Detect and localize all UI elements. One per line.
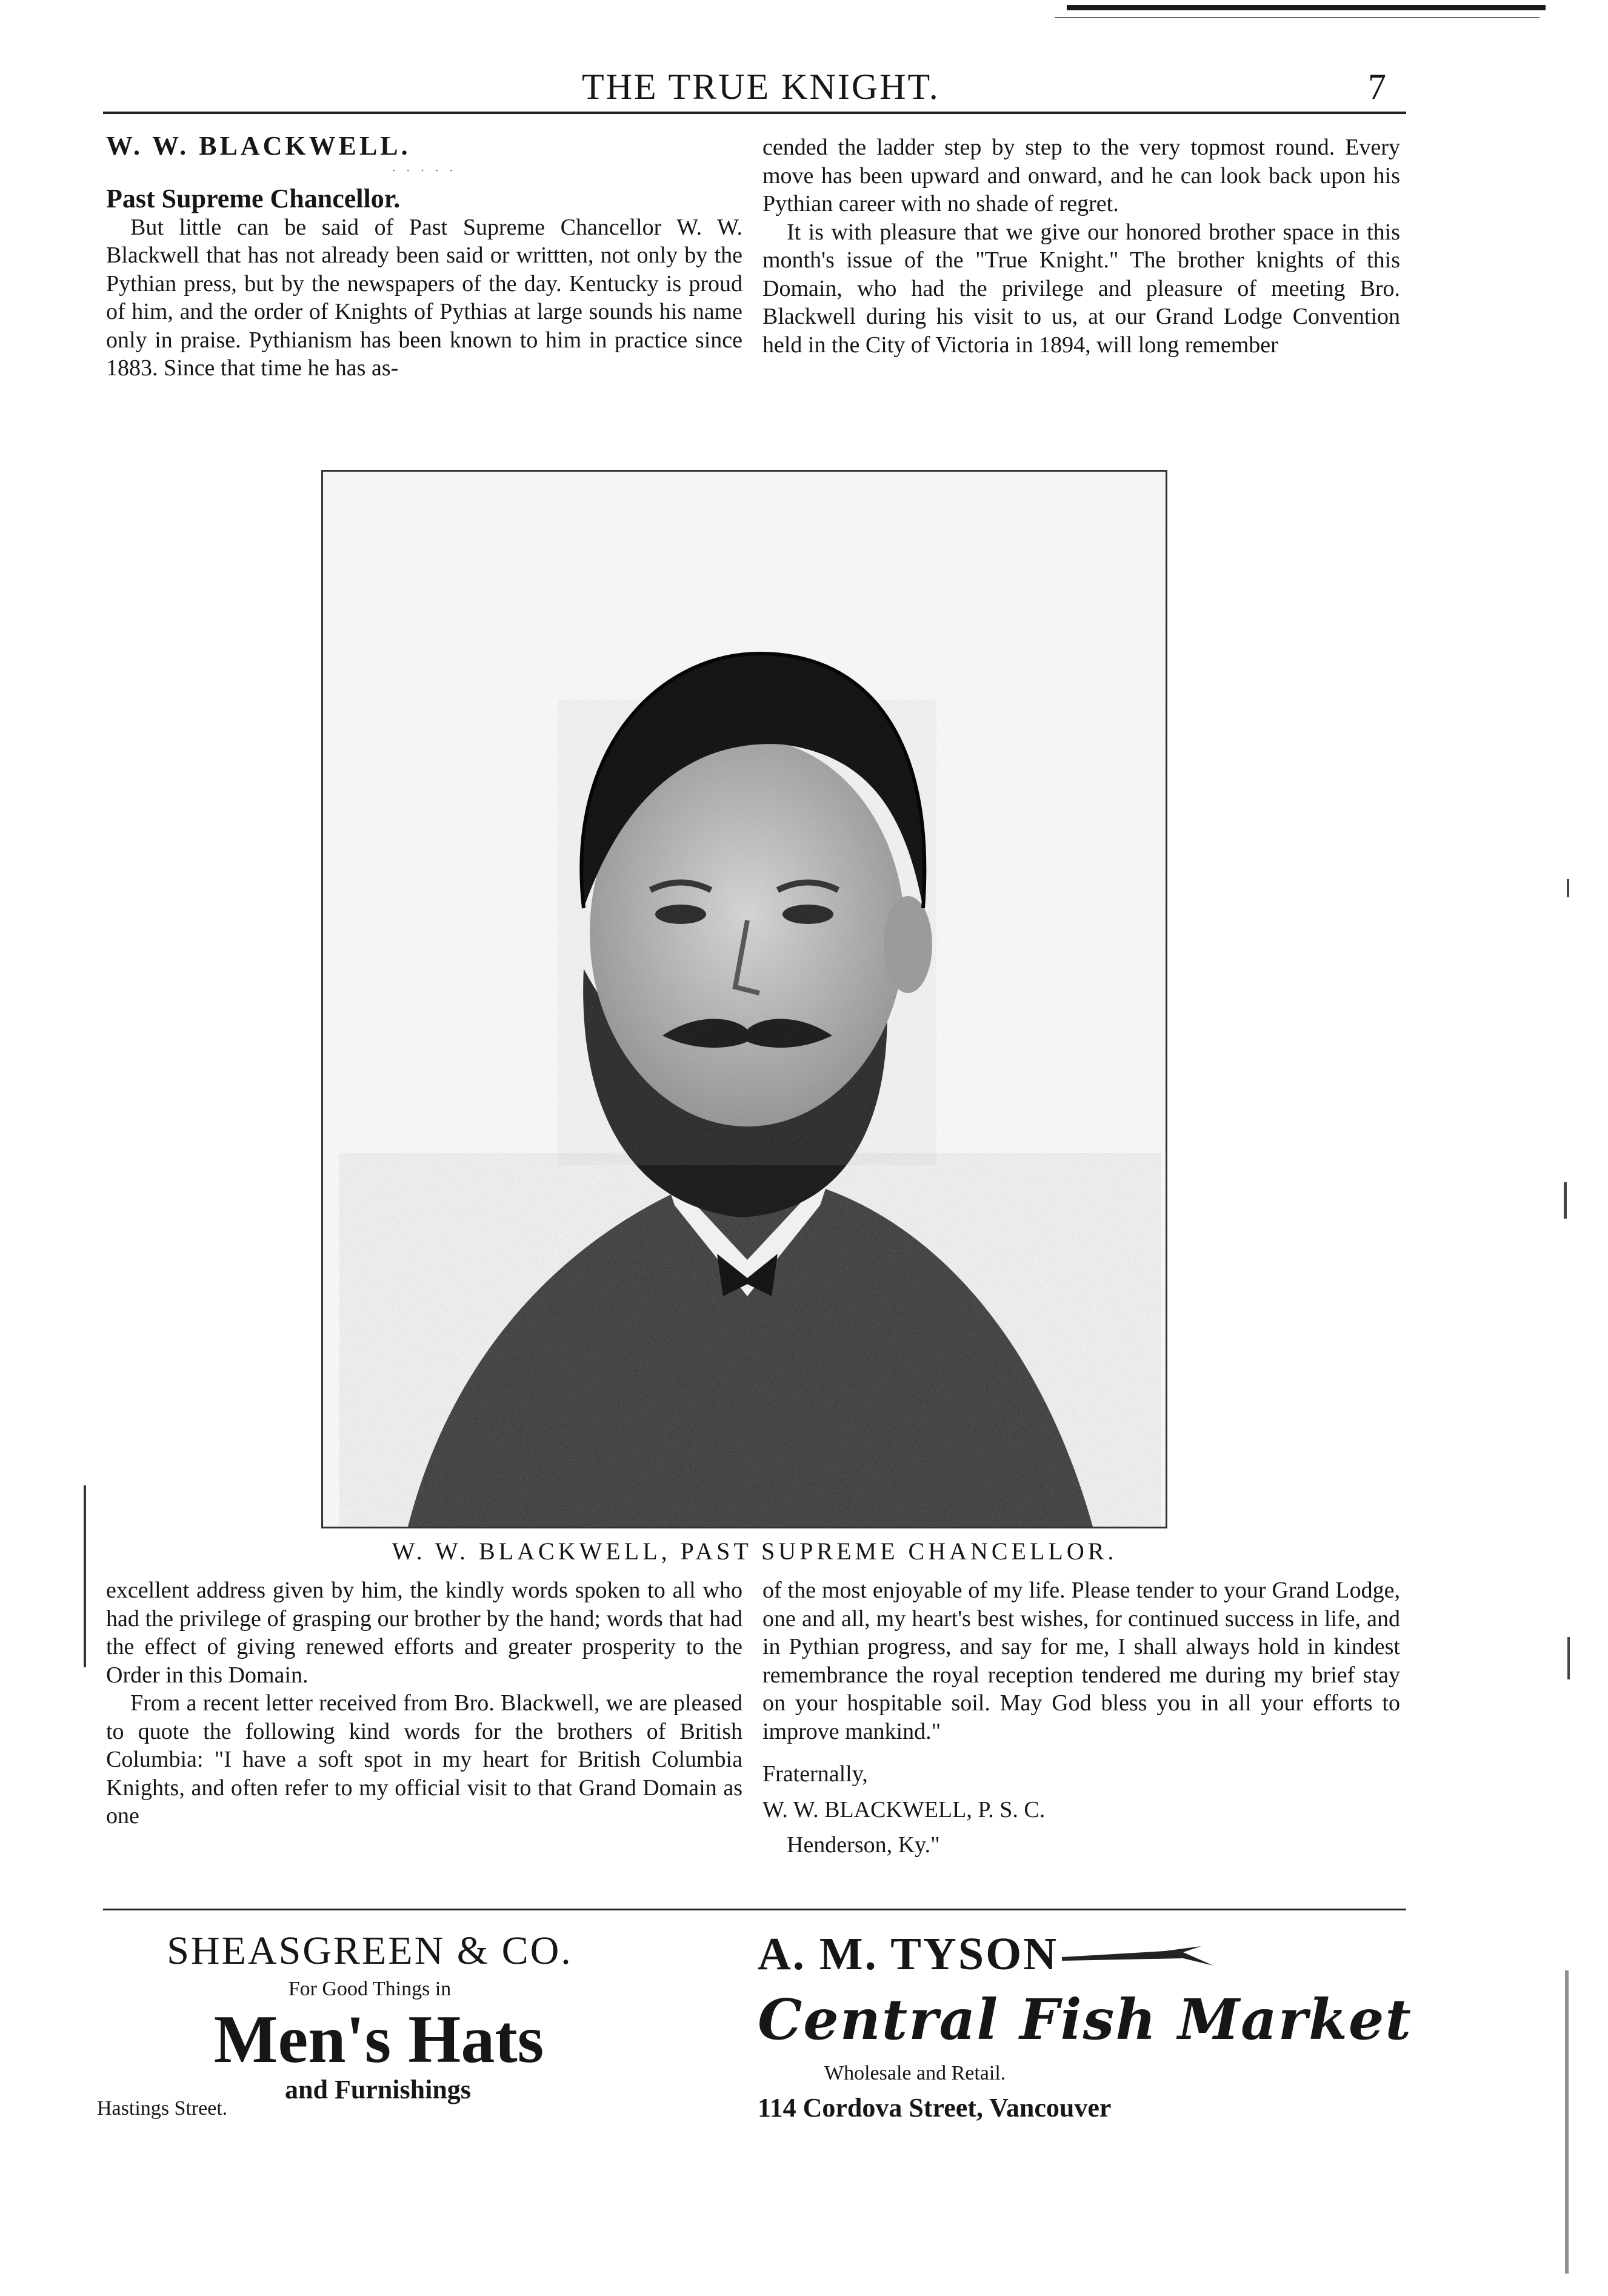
scan-speck: [1564, 1182, 1567, 1219]
margin-mark: [84, 1485, 86, 1667]
fish-knife-icon: [1062, 1943, 1219, 1967]
ad-headline: Central Fish Market: [758, 1987, 1412, 2052]
article-paragraph: cended the ladder step by step to the very topmost round. Every move has been upward and onward, and he can look back upon his Pythian career with no shade of regret.: [762, 135, 1400, 216]
scan-edge-line: [1055, 17, 1540, 18]
closing: Fraternally,: [762, 1761, 868, 1787]
article-col1-bottom: [106, 1576, 742, 1830]
portrait-photo-icon: [323, 472, 1166, 1527]
scan-speck: [1567, 879, 1569, 897]
article-headline: W. W. BLACKWELL.: [106, 131, 411, 161]
ads-rule: [103, 1909, 1406, 1910]
scan-edge-bar: [1067, 5, 1546, 10]
ad-name: SHEASGREEN & CO.: [167, 1929, 573, 1973]
article-col2-bottom: [762, 1576, 1400, 1859]
ad-tyson: [758, 1928, 1412, 2123]
photo-caption: W. W. BLACKWELL, PAST SUPREME CHANCELLOR.: [392, 1538, 1118, 1565]
ad-address: 114 Cordova Street, Vancouver: [758, 2093, 1112, 2123]
ad-sheasgreen: [97, 1928, 739, 2127]
ad-tagline: For Good Things in: [288, 1978, 452, 2000]
scan-edge-noise: [1565, 1970, 1569, 2274]
signature: W. W. BLACKWELL, P. S. C.: [762, 1796, 1046, 1822]
ad-sub: Wholesale and Retail.: [824, 2062, 1006, 2084]
article-paragraph: It is with pleasure that we give our honored brother space in this month's issue of the "True Knight." The brother knights of this Domain, who had the privilege and pleasure of meeting Bro. Blackwell during his visit to us, at our Grand Lodge Convention held in the City of Victoria in 1894, will long remember: [762, 219, 1400, 358]
page-number: 7: [1368, 67, 1388, 107]
publication-title: THE TRUE KNIGHT.: [582, 67, 940, 107]
article-paragraph: From a recent letter received from Bro. Blackwell, we are pleased to quote the following kind words for the brothers of British Columbia: "I have a soft spot in my heart for British Columbia Knights, and often refer to my official visit to that Grand Domain as one: [106, 1690, 742, 1829]
signature-location: Henderson, Ky.": [787, 1832, 940, 1858]
header-rule: [103, 112, 1406, 114]
article-col2-top: [762, 133, 1400, 359]
ad-headline: Men's Hats: [213, 2002, 544, 2077]
article-subheadline: Past Supreme Chancellor.: [106, 184, 401, 213]
ad-name: A. M. TYSON: [758, 1929, 1059, 1980]
headline-ornament: · · · · ·: [392, 164, 457, 178]
article-paragraph: of the most enjoyable of my life. Please tender to your Grand Lodge, one and all, my heart's best wishes, for continued success in life, and in Pythian progress, and say for me, I shall always hold in kindest remembrance the royal reception tendered me during my brief stay on your hospitable soil. May God bless you in all your efforts to improve mankind.": [762, 1578, 1400, 1744]
ad-sub: and Furnishings: [285, 2075, 471, 2104]
article-col1-top: [106, 132, 742, 383]
article-paragraph: excellent address given by him, the kindly words spoken to all who had the privilege of grasping our brother by the hand; words that had the effect of giving renewed efforts and greater prosperity to the Order in this Domain.: [106, 1578, 742, 1688]
running-head: [103, 50, 1406, 108]
scan-speck: [1567, 1637, 1570, 1679]
article-paragraph: But little can be said of Past Supreme Chancellor W. W. Blackwell that has not already been said or writtten, not only by the Pythian press, but by the newspapers of the day. Kentucky is proud of him, and the order of Knights of Pythias at large sounds his name only in praise. Pythianism has been known to him in practice since 1883. Since that time he has as-: [106, 214, 742, 381]
portrait-photo: [321, 470, 1167, 1528]
ad-street: Hastings Street.: [97, 2097, 228, 2120]
